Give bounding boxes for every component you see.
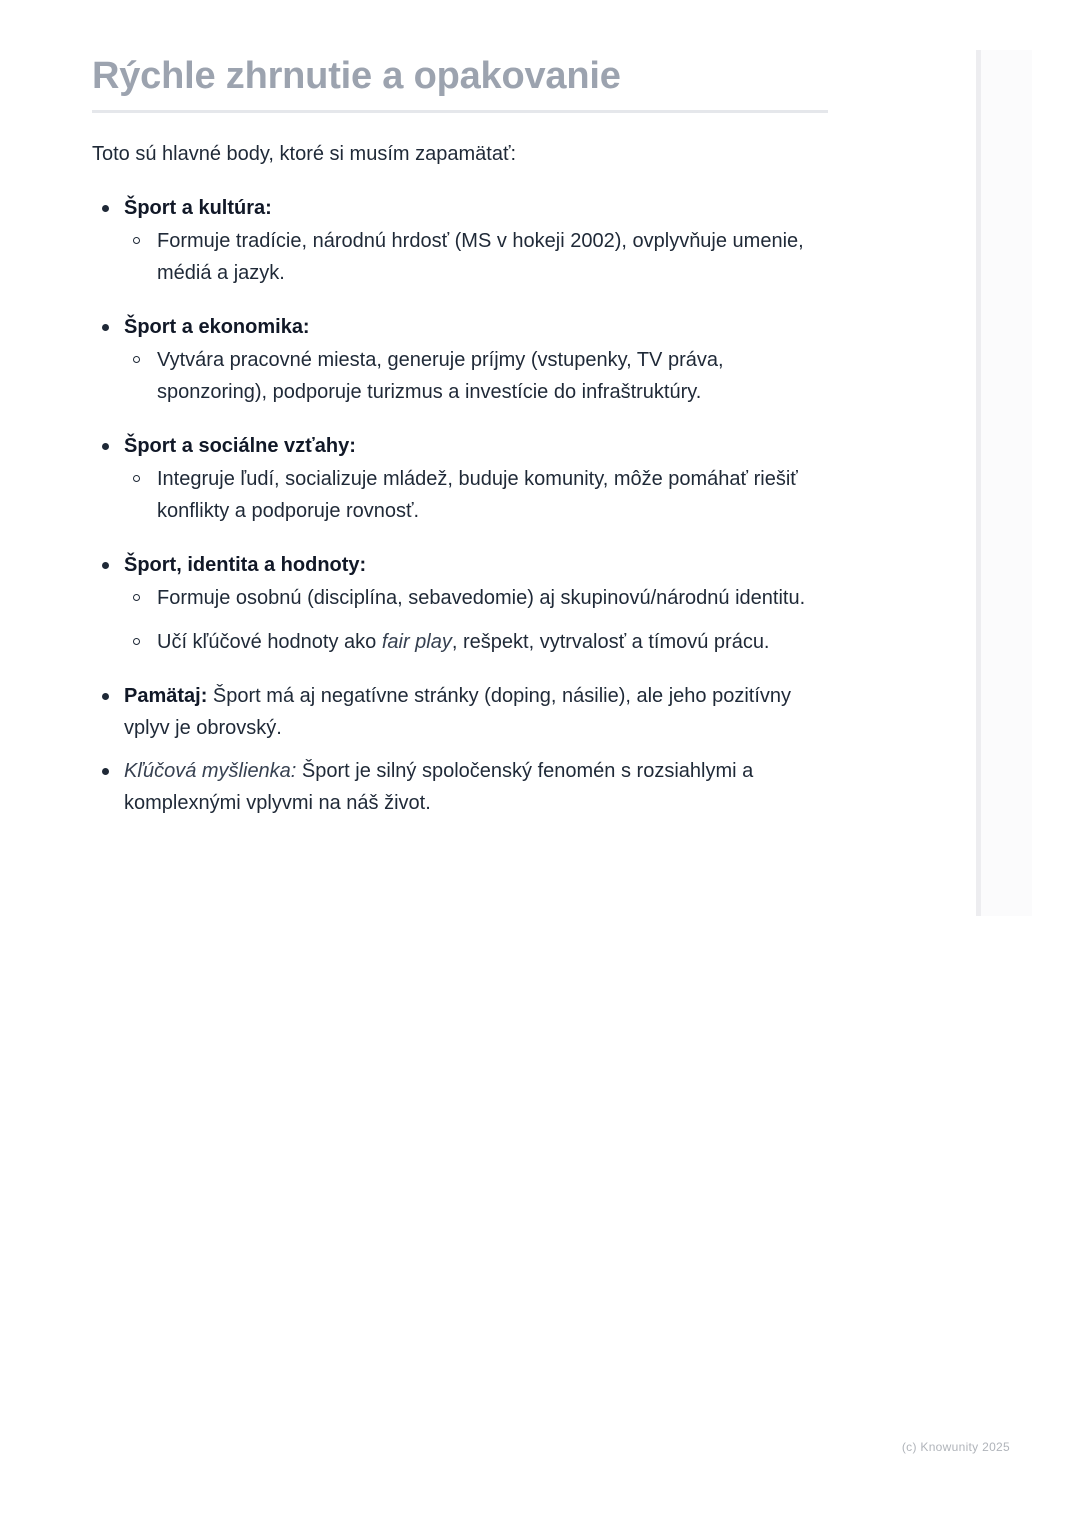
side-panel: [976, 50, 1032, 916]
list-item-identity: [92, 549, 828, 658]
sub-list: [124, 225, 828, 289]
section-heading: Šport, identita a hodnoty:: [124, 554, 367, 576]
sub-list-item: Integruje ľudí, socializuje mládež, buduje komunity, môže pomáhať riešiť konflikty a podporuje rovnosť.: [124, 463, 828, 527]
list-item-culture: [92, 192, 828, 289]
sub-list-item: Vytvára pracovné miesta, generuje príjmy (vstupenky, TV práva, sponzoring), podporuje turizmus a investície do infraštruktúry.: [124, 344, 828, 408]
sub-list-item: Formuje osobnú (disciplína, sebavedomie) aj skupinovú/národnú identitu.: [124, 582, 828, 614]
values-text-before: Učí kľúčové hodnoty ako: [157, 631, 382, 653]
sub-list: [124, 344, 828, 408]
list-item-social: [92, 430, 828, 527]
sub-list-item-values: [124, 626, 828, 658]
values-text-after: , rešpekt, vytrvalosť a tímovú prácu.: [451, 631, 770, 653]
section-heading: Šport a sociálne vzťahy:: [124, 435, 356, 457]
key-idea-text: Šport je silný spoločenský fenomén s rozsiahlymi a komplexnými vplyvmi na náš život.: [124, 760, 754, 814]
values-emphasis: fair play: [381, 631, 452, 653]
sub-list: [124, 582, 828, 658]
remember-text: Šport má aj negatívne stránky (doping, násilie), ale jeho pozitívny vplyv je obrovský.: [124, 685, 792, 739]
list-item-economy: [92, 311, 828, 408]
section-heading: Šport a kultúra:: [124, 197, 272, 219]
key-idea-label: Kľúčová myšlienka:: [124, 760, 297, 782]
document-content: [92, 52, 828, 830]
list-item-key-idea: [92, 755, 828, 819]
summary-list: [92, 192, 828, 819]
section-heading: Šport a ekonomika:: [124, 316, 310, 338]
sub-list: [124, 463, 828, 527]
copyright-footer: (c) Knowunity 2025: [901, 1440, 1010, 1454]
remember-label: Pamätaj:: [124, 685, 208, 707]
page-title: Rýchle zhrnutie a opakovanie: [92, 52, 828, 113]
sub-list-item: Formuje tradície, národnú hrdosť (MS v hokeji 2002), ovplyvňuje umenie, médiá a jazyk.: [124, 225, 828, 289]
list-item-remember: [92, 680, 828, 744]
intro-text: Toto sú hlavné body, ktoré si musím zapamätať:: [92, 143, 516, 165]
